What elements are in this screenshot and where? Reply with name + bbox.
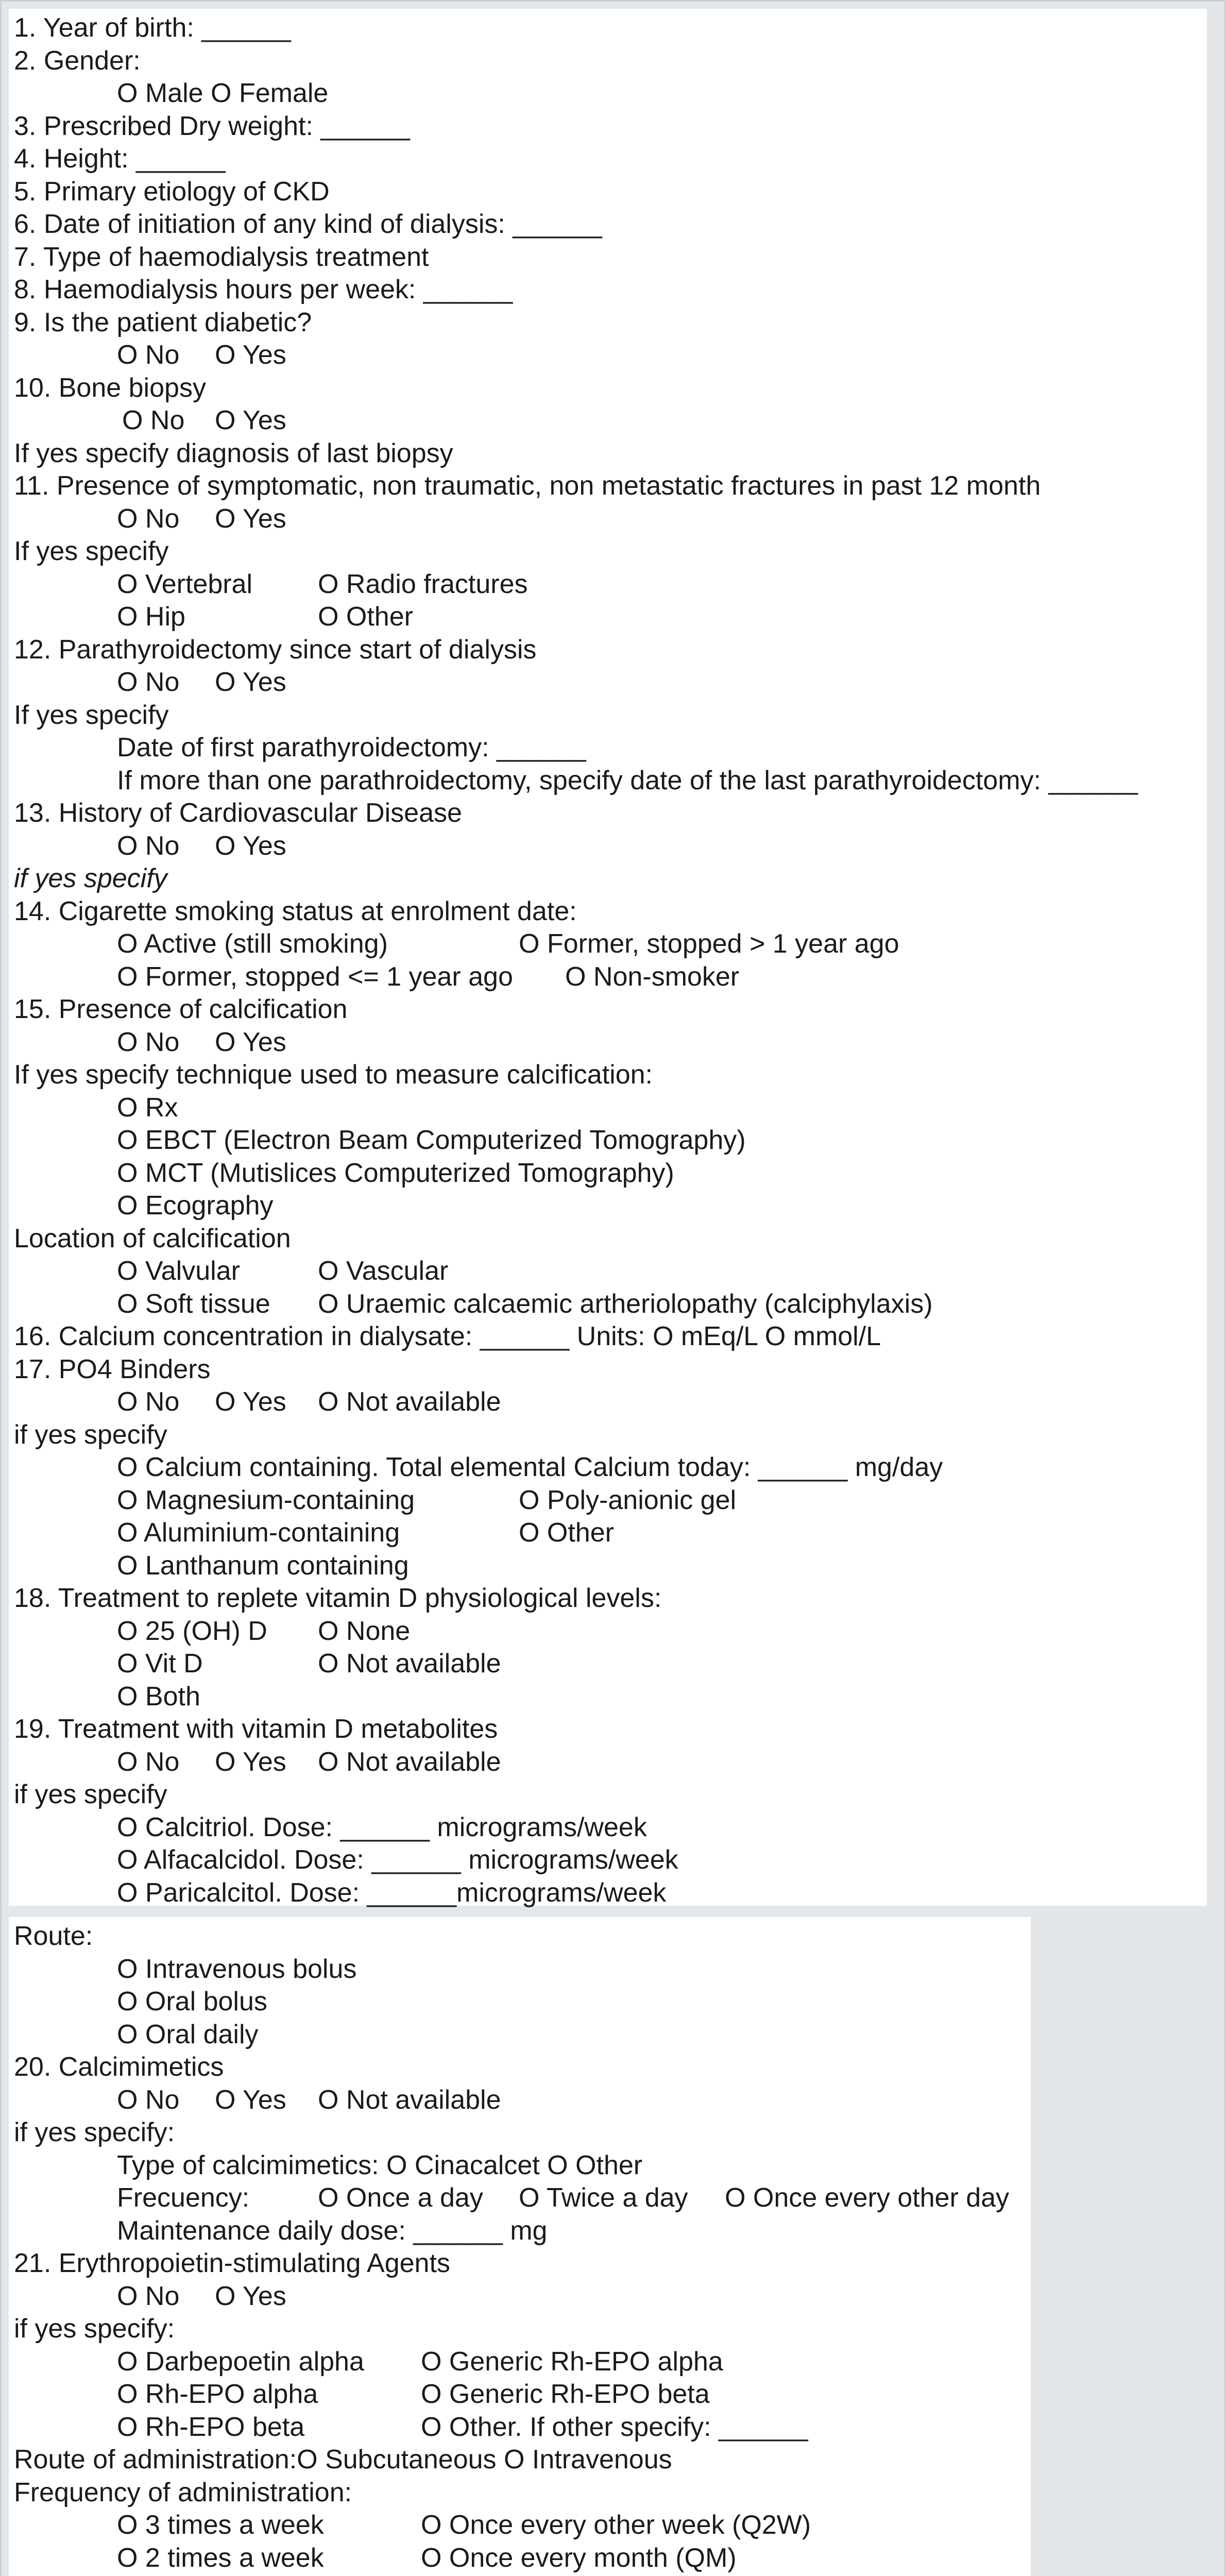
option-o-once-every-other-week-q2w[interactable]: O Once every other week (Q2W) — [421, 2510, 811, 2540]
form-line: Frequency of administration: — [14, 2477, 352, 2507]
option-row — [14, 1484, 1202, 1517]
form-line: If more than one parathroidectomy, specify date of the last parathyroidectomy: ______ — [117, 765, 1138, 795]
option-frecuency: Frecuency: — [117, 2183, 250, 2213]
question-7-type-of-haemodialysis-treatment: 7. Type of haemodialysis treatment — [14, 242, 429, 272]
option-o-valvular[interactable]: O Valvular — [117, 1256, 240, 1286]
option-o-no[interactable]: O No — [117, 2084, 180, 2115]
question-16-calcium-concentration-in-dialysate-un: 16. Calcium concentration in dialysate: ______ Units: O mEq/L O mmol/L — [14, 1321, 881, 1351]
option-row — [14, 1615, 1202, 1648]
option-o-generic-rh-epo-alpha[interactable]: O Generic Rh-EPO alpha — [421, 2346, 723, 2377]
option-row — [14, 666, 1202, 699]
question-18-treatment-to-replete-vitamin-d-physio: 18. Treatment to replete vitamin D physiological levels: — [14, 1583, 662, 1613]
option-row — [14, 2084, 1026, 2117]
option-o-darbepoetin-alpha[interactable]: O Darbepoetin alpha — [117, 2346, 364, 2377]
option-row — [14, 1386, 1202, 1419]
question-20-calcimimetics: 20. Calcimimetics — [14, 2052, 224, 2082]
option-row — [14, 1746, 1202, 1779]
option-row — [14, 503, 1202, 536]
option-o-rh-epo-beta[interactable]: O Rh-EPO beta — [117, 2412, 305, 2442]
question-11-presence-of-symptomatic-non-traumatic: 11. Presence of symptomatic, non traumatic, non metastatic fractures in past 12 month — [14, 471, 1041, 501]
option-row — [14, 928, 1202, 961]
option-o-male-o-female: O Male O Female — [117, 78, 329, 108]
option-o-rh-epo-alpha[interactable]: O Rh-EPO alpha — [117, 2379, 318, 2409]
option-row — [14, 2280, 1026, 2313]
option-row — [14, 961, 1202, 994]
option-o-yes[interactable]: O Yes — [215, 1027, 286, 1057]
option-o-not-available[interactable]: O Not available — [318, 2084, 501, 2115]
option-o-aluminium-containing[interactable]: O Aluminium-containing — [117, 1518, 400, 1548]
option-o-yes[interactable]: O Yes — [215, 340, 286, 370]
option-row — [14, 2378, 1026, 2411]
option-o-both: O Both — [117, 1681, 200, 1711]
option-o-2-times-a-week[interactable]: O 2 times a week — [117, 2543, 324, 2573]
option-row — [14, 2411, 1026, 2444]
option-o-other[interactable]: O Other — [519, 1518, 614, 1548]
form-line: if yes specify — [14, 863, 167, 893]
question-1-year-of-birth: 1. Year of birth: ______ — [14, 13, 291, 43]
option-row — [14, 601, 1202, 634]
option-row — [14, 1255, 1202, 1288]
option-row — [14, 830, 1202, 863]
option-row — [14, 1648, 1202, 1681]
option-o-yes[interactable]: O Yes — [215, 831, 286, 861]
question-6-date-of-initiation-of-any-kind-of-dial: 6. Date of initiation of any kind of dialysis: ______ — [14, 209, 602, 239]
question-5-primary-etiology-of-ckd: 5. Primary etiology of CKD — [14, 176, 330, 207]
option-o-alfacalcidol-dose-micrograms-week: O Alfacalcidol. Dose: ______ micrograms/week — [117, 1845, 678, 1875]
question-15-presence-of-calcification: 15. Presence of calcification — [14, 994, 348, 1024]
option-o-none[interactable]: O None — [318, 1616, 411, 1646]
option-o-intravenous-bolus: O Intravenous bolus — [117, 1954, 357, 1984]
option-o-no[interactable]: O No — [117, 503, 180, 534]
option-o-paricalcitol-dose-micrograms-week: O Paricalcitol. Dose: ______micrograms/week — [117, 1877, 667, 1908]
option-o-yes[interactable]: O Yes — [215, 1387, 286, 1417]
option-o-no[interactable]: O No — [117, 1387, 180, 1417]
option-o-lanthanum-containing: O Lanthanum containing — [117, 1550, 409, 1581]
option-row — [14, 2346, 1026, 2379]
option-o-25-oh-d[interactable]: O 25 (OH) D — [117, 1616, 267, 1646]
questionnaire-page-2 — [9, 1917, 1031, 2576]
option-o-yes[interactable]: O Yes — [215, 2084, 286, 2115]
option-o-soft-tissue[interactable]: O Soft tissue — [117, 1289, 270, 1319]
option-o-ebct-electron-beam-computerized-tomogr: O EBCT (Electron Beam Computerized Tomography) — [117, 1125, 746, 1155]
option-o-mct-mutislices-computerized-tomography: O MCT (Mutislices Computerized Tomography) — [117, 1158, 674, 1188]
question-13-history-of-cardiovascular-disease: 13. History of Cardiovascular Disease — [14, 798, 462, 828]
option-o-vit-d[interactable]: O Vit D — [117, 1649, 203, 1679]
form-line: if yes specify: — [14, 2314, 175, 2344]
form-line: Date of first parathyroidectomy: ______ — [117, 733, 586, 762]
form-line: If yes specify — [14, 536, 169, 566]
option-o-vascular[interactable]: O Vascular — [318, 1256, 449, 1286]
question-3-prescribed-dry-weight: 3. Prescribed Dry weight: ______ — [14, 111, 410, 141]
option-o-twice-a-day[interactable]: O Twice a day — [519, 2183, 688, 2213]
form-line: if yes specify: — [14, 2117, 175, 2147]
form-line: Route: — [14, 1921, 93, 1951]
option-row — [14, 2182, 1026, 2215]
question-2-gender: 2. Gender: — [14, 45, 141, 76]
option-o-calcitriol-dose-micrograms-week: O Calcitriol. Dose: ______ micrograms/week — [117, 1812, 647, 1842]
form-line: Route of administration:O Subcutaneous O Intravenous — [14, 2445, 672, 2475]
question-19-treatment-with-vitamin-d-metabolites: 19. Treatment with vitamin D metabolites — [14, 1714, 498, 1744]
option-o-active-still-smoking[interactable]: O Active (still smoking) — [117, 929, 388, 959]
option-o-not-available[interactable]: O Not available — [318, 1747, 501, 1777]
question-10-bone-biopsy: 10. Bone biopsy — [14, 372, 206, 403]
option-o-yes[interactable]: O Yes — [215, 503, 286, 534]
option-o-former-stopped-1-year-ago[interactable]: O Former, stopped <= 1 year ago — [117, 961, 513, 992]
option-o-ecography: O Ecography — [117, 1191, 274, 1221]
option-o-no[interactable]: O No — [117, 667, 180, 697]
option-o-no[interactable]: O No — [117, 831, 180, 861]
option-o-no[interactable]: O No — [117, 1027, 180, 1057]
option-o-uraemic-calcaemic-artheriolopathy-calc[interactable]: O Uraemic calcaemic artheriolopathy (calciphylaxis) — [318, 1289, 933, 1319]
form-line: If yes specify diagnosis of last biopsy — [14, 438, 453, 468]
question-17-po4-binders: 17. PO4 Binders — [14, 1354, 211, 1384]
question-14-cigarette-smoking-status-at-enrolment: 14. Cigarette smoking status at enrolment date: — [14, 896, 577, 926]
option-o-no[interactable]: O No — [117, 1747, 180, 1777]
option-row — [14, 2509, 1026, 2542]
option-o-no[interactable]: O No — [117, 340, 180, 370]
form-line: If yes specify technique used to measure calcification: — [14, 1060, 653, 1090]
option-o-former-stopped-1-year-ago[interactable]: O Former, stopped > 1 year ago — [519, 929, 899, 959]
option-o-magnesium-containing[interactable]: O Magnesium-containing — [117, 1485, 415, 1515]
question-9-is-the-patient-diabetic: 9. Is the patient diabetic? — [14, 307, 312, 337]
option-o-yes[interactable]: O Yes — [215, 2281, 286, 2311]
questionnaire-page-1 — [9, 9, 1207, 1906]
question-21-erythropoietin-stimulating-agents: 21. Erythropoietin-stimulating Agents — [14, 2248, 450, 2278]
option-o-not-available[interactable]: O Not available — [318, 1649, 501, 1679]
option-o-not-available[interactable]: O Not available — [318, 1387, 501, 1417]
option-o-non-smoker[interactable]: O Non-smoker — [565, 961, 740, 992]
option-o-other-if-other-specify[interactable]: O Other. If other specify: ______ — [421, 2412, 808, 2442]
option-row — [14, 2542, 1026, 2575]
option-o-3-times-a-week[interactable]: O 3 times a week — [117, 2510, 324, 2540]
option-o-poly-anionic-gel[interactable]: O Poly-anionic gel — [519, 1485, 736, 1515]
option-o-once-a-day[interactable]: O Once a day — [318, 2183, 483, 2213]
form-line: If yes specify — [14, 700, 169, 730]
option-o-once-every-month-qm[interactable]: O Once every month (QM) — [421, 2543, 737, 2573]
option-o-vertebral[interactable]: O Vertebral — [117, 569, 253, 599]
option-o-oral-daily: O Oral daily — [117, 2019, 259, 2049]
option-o-yes[interactable]: O Yes — [215, 1747, 286, 1777]
form-line: Maintenance daily dose: ______ mg — [117, 2215, 548, 2246]
option-row — [14, 568, 1202, 601]
option-o-calcium-containing-total-elemental-cal: O Calcium containing. Total elemental Calcium today: ______ mg/day — [117, 1452, 943, 1482]
question-4-height: 4. Height: ______ — [14, 144, 226, 174]
option-o-yes[interactable]: O Yes — [215, 405, 286, 435]
option-o-generic-rh-epo-beta[interactable]: O Generic Rh-EPO beta — [421, 2379, 710, 2409]
option-o-yes[interactable]: O Yes — [215, 667, 286, 697]
option-row — [14, 1026, 1202, 1059]
option-row — [14, 339, 1202, 372]
option-o-radio-fractures[interactable]: O Radio fractures — [318, 569, 528, 599]
option-o-once-every-other-day[interactable]: O Once every other day — [725, 2183, 1010, 2213]
question-8-haemodialysis-hours-per-week: 8. Haemodialysis hours per week: ______ — [14, 275, 513, 304]
form-line: if yes specify — [14, 1780, 167, 1809]
option-o-hip[interactable]: O Hip — [117, 602, 185, 632]
option-row — [14, 404, 1202, 437]
option-o-no[interactable]: O No — [117, 2281, 180, 2311]
option-o-other[interactable]: O Other — [318, 602, 413, 632]
form-line: Type of calcimimetics: O Cinacalcet O Other — [117, 2150, 643, 2180]
option-o-oral-bolus: O Oral bolus — [117, 1987, 267, 2016]
option-o-no[interactable]: O No — [122, 405, 185, 435]
option-o-rx: O Rx — [117, 1092, 178, 1123]
option-row — [14, 1288, 1202, 1321]
option-row — [14, 1517, 1202, 1550]
form-line: Location of calcification — [14, 1223, 291, 1253]
question-12-parathyroidectomy-since-start-of-dial: 12. Parathyroidectomy since start of dialysis — [14, 634, 537, 665]
form-line: if yes specify — [14, 1419, 167, 1450]
